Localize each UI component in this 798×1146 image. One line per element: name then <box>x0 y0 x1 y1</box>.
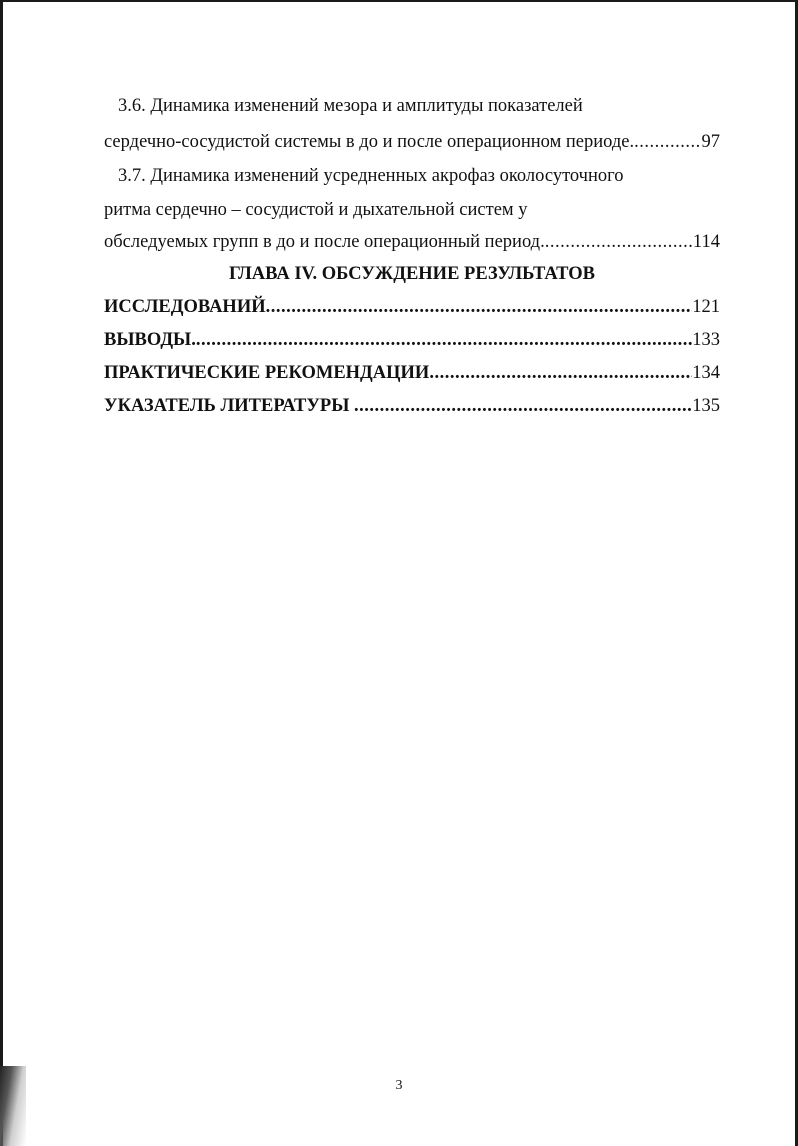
toc-page-number: 97 <box>701 132 720 152</box>
toc-entry-text: ВЫВОДЫ. <box>104 330 196 350</box>
toc-entry-text: ритма сердечно – сосудистой и дыхательной систем у <box>104 200 528 220</box>
toc-entry-text: сердечно-сосудистой системы в до и после операционном периоде. <box>104 132 635 152</box>
toc-page-number: 121 <box>692 297 720 317</box>
toc-entry-text: 3.6. Динамика изменений мезора и амплитуды показателей <box>118 96 583 116</box>
toc-entry-3-6-line2 <box>104 130 720 154</box>
toc-entry-text: ПРАКТИЧЕСКИЕ РЕКОМЕНДАЦИИ <box>104 363 430 383</box>
toc-page-number: 133 <box>692 330 720 350</box>
scan-border-left <box>0 0 3 1146</box>
page-number: 3 <box>395 1078 403 1093</box>
toc-entry-text: 3.7. Динамика изменений усредненных акрофаз околосуточного <box>118 166 624 186</box>
toc-page-number: 114 <box>692 232 720 252</box>
toc-entry-references <box>104 394 720 418</box>
chapter-heading: ГЛАВА IV. ОБСУЖДЕНИЕ РЕЗУЛЬТАТОВ <box>229 264 595 284</box>
toc-entry-conclusions <box>104 328 720 352</box>
toc-entry-recommendations <box>104 361 720 385</box>
toc-entry-3-7-line3 <box>104 230 720 254</box>
toc-entry-text: УКАЗАТЕЛЬ ЛИТЕРАТУРЫ <box>104 396 354 416</box>
dot-leader <box>634 130 701 154</box>
toc-entry-3-7-line2 <box>104 198 720 222</box>
toc-entry-chapter-4 <box>104 295 720 319</box>
toc-entry-3-7-line1 <box>104 164 720 188</box>
toc-page-number: 134 <box>692 363 720 383</box>
toc-page-number: 135 <box>692 396 720 416</box>
dot-leader <box>429 361 692 385</box>
toc-entry-text: обследуемых групп в до и после операционный период. <box>104 232 545 252</box>
dot-leader <box>196 328 692 352</box>
toc-entry-text: ИССЛЕДОВАНИЙ <box>104 297 266 317</box>
dot-leader <box>354 394 692 418</box>
scan-border-top <box>0 0 798 2</box>
toc-entry-3-6-line1 <box>104 94 720 118</box>
dot-leader <box>545 230 693 254</box>
dot-leader <box>266 295 693 319</box>
